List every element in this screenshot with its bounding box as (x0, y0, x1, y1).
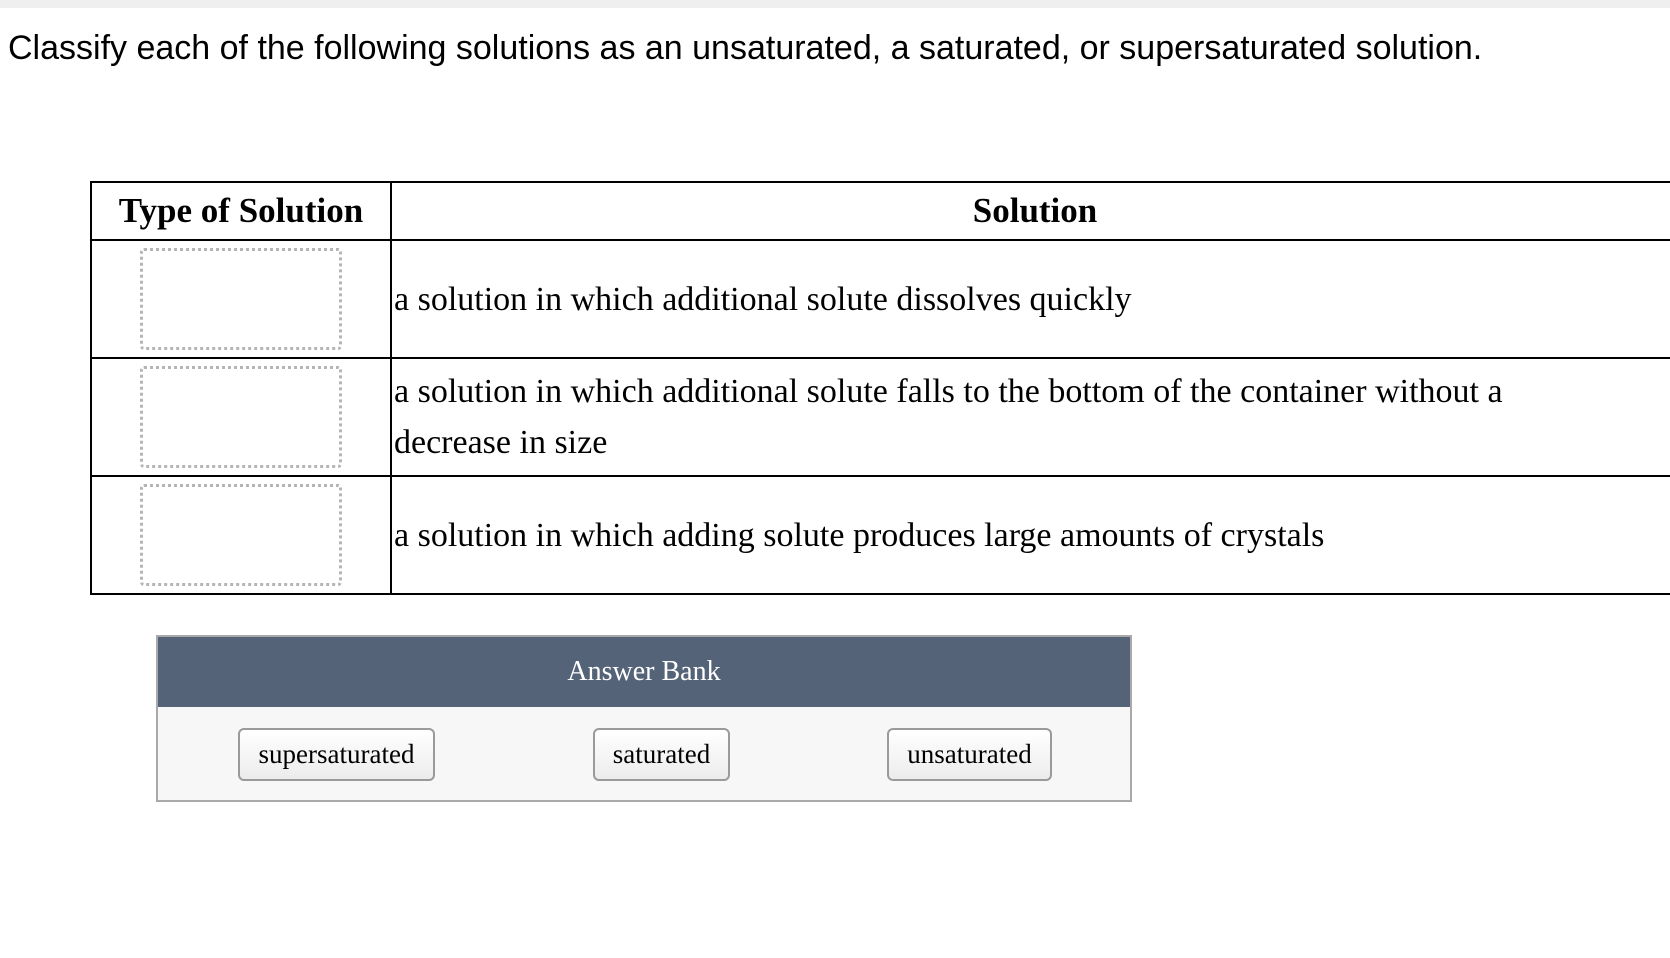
table-row (91, 240, 1670, 358)
question-prompt: Classify each of the following solutions as an unsaturated, a saturated, or supersaturated solution. (8, 29, 1483, 67)
column-header-solution: Solution (391, 182, 1670, 240)
solution-description: a solution in which additional solute falls to the bottom of the container without a decrease in size (391, 358, 1670, 476)
table-row (91, 358, 1670, 476)
answer-chip-supersaturated[interactable]: supersaturated (238, 728, 435, 781)
type-cell (91, 358, 391, 476)
type-cell (91, 476, 391, 594)
answer-bank-title: Answer Bank (158, 637, 1130, 707)
type-cell (91, 240, 391, 358)
table-header-row (91, 182, 1670, 240)
drop-zone-1[interactable] (140, 248, 342, 350)
solution-description: a solution in which adding solute produces large amounts of crystals (391, 476, 1670, 594)
top-strip (0, 0, 1670, 8)
answer-chip-saturated[interactable]: saturated (593, 728, 730, 781)
drop-zone-3[interactable] (140, 484, 342, 586)
drop-zone-2[interactable] (140, 366, 342, 468)
table-row (91, 476, 1670, 594)
answer-bank-items (158, 707, 1130, 800)
column-header-type: Type of Solution (91, 182, 391, 240)
solution-description: a solution in which additional solute dissolves quickly (391, 240, 1670, 358)
solution-table (90, 181, 1670, 595)
answer-chip-unsaturated[interactable]: unsaturated (887, 728, 1052, 781)
answer-bank (156, 635, 1132, 802)
